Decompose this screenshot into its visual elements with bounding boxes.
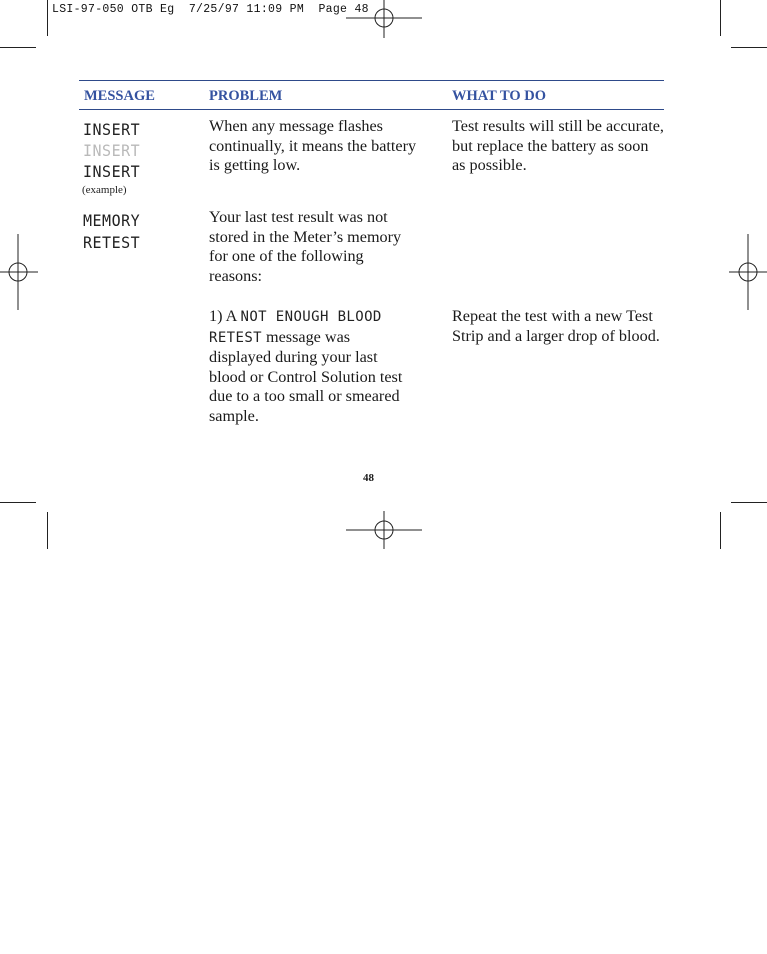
crop-mark xyxy=(731,502,767,503)
registration-mark-icon xyxy=(346,511,422,549)
problem-text: Your last test result was not stored in the Meter’s memory for one of the following reasons: xyxy=(209,208,402,285)
page-number: 48 xyxy=(363,472,374,484)
crop-mark xyxy=(720,512,721,549)
lcd-message-line: RETEST xyxy=(83,233,141,253)
header-what-to-do: WHAT TO DO xyxy=(452,88,547,104)
header-problem: PROBLEM xyxy=(209,88,283,104)
lcd-message-line: INSERT xyxy=(83,120,141,140)
problem-text: When any message flashes continually, it means the battery is getting low. xyxy=(209,117,417,175)
crop-mark xyxy=(47,512,48,549)
what-to-do-text: Test results will still be accurate, but replace the battery as soon as possible. xyxy=(452,117,664,175)
what-to-do-text: Repeat the test with a new Test Strip and a larger drop of blood. xyxy=(452,307,660,345)
lcd-message-line: INSERT xyxy=(83,162,141,182)
table-top-rule xyxy=(79,80,664,81)
crop-mark xyxy=(731,47,767,48)
registration-mark-icon xyxy=(729,234,767,310)
crop-mark xyxy=(0,47,36,48)
registration-mark-icon xyxy=(0,234,38,310)
lcd-inline-message: RETEST xyxy=(209,329,262,346)
crop-mark xyxy=(720,0,721,36)
registration-mark-icon xyxy=(346,0,422,38)
lcd-message-line: INSERT xyxy=(83,141,141,161)
problem-text xyxy=(209,307,411,427)
problem-suffix: message was displayed during your last blood or Control Solution test due to a too small or smeared sample. xyxy=(209,327,403,425)
header-message: MESSAGE xyxy=(84,88,155,104)
printer-slug: LSI-97-050 OTB Eg 7/25/97 11:09 PM Page 48 xyxy=(52,3,369,16)
problem-prefix: 1) A xyxy=(209,307,237,325)
crop-mark xyxy=(0,502,36,503)
lcd-inline-message: NOT ENOUGH BLOOD xyxy=(240,309,382,325)
lcd-message-line: MEMORY xyxy=(83,211,141,231)
table-header-rule xyxy=(79,109,664,110)
crop-mark xyxy=(47,0,48,36)
example-note: (example) xyxy=(82,184,127,196)
